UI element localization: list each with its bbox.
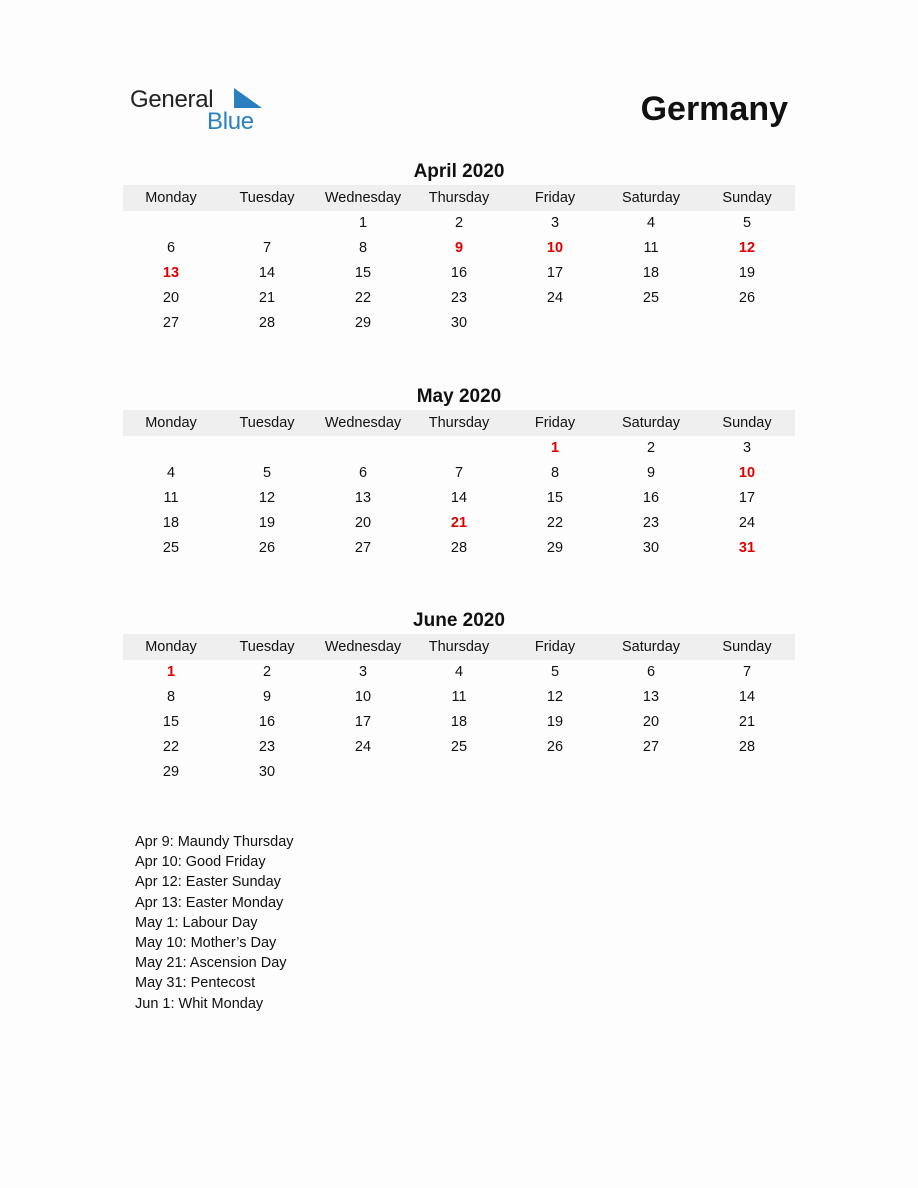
- day-cell: 23: [258, 739, 276, 755]
- day-cell: 19: [258, 515, 276, 531]
- weekday-label: Sunday: [722, 190, 772, 206]
- week-row: [123, 536, 795, 561]
- weekday-label: Wednesday: [324, 639, 402, 655]
- day-cell: 30: [642, 540, 660, 556]
- day-cell: 10: [354, 689, 372, 705]
- day-cell: [507, 311, 603, 336]
- day-cell: 3: [742, 440, 752, 456]
- day-cell: 22: [546, 515, 564, 531]
- day-cell: 22: [354, 290, 372, 306]
- day-cell: 4: [646, 215, 656, 231]
- day-cell: 3: [358, 664, 368, 680]
- day-cell: 27: [354, 540, 372, 556]
- week-row: [123, 211, 795, 236]
- day-cell: 25: [642, 290, 660, 306]
- holiday-item: Apr 10: Good Friday: [135, 854, 266, 871]
- holiday-item: Apr 13: Easter Monday: [135, 894, 284, 911]
- day-cell: 7: [262, 240, 272, 256]
- day-cell: 20: [354, 515, 372, 531]
- week-row: [123, 735, 795, 760]
- week-row: [123, 311, 795, 336]
- day-cell: [315, 760, 411, 785]
- day-cell: 5: [262, 465, 272, 481]
- month-title: April 2020: [413, 161, 505, 182]
- day-cell: 15: [354, 265, 372, 281]
- day-cell: 9: [262, 689, 272, 705]
- day-cell: 28: [258, 315, 276, 331]
- holiday-item: May 1: Labour Day: [135, 914, 258, 931]
- weekday-label: Saturday: [621, 639, 681, 655]
- weekday-label: Sunday: [722, 415, 772, 431]
- day-cell: 13: [642, 689, 660, 705]
- month-calendar: [123, 158, 795, 336]
- weekday-header: [123, 410, 795, 436]
- day-cell: [699, 760, 795, 785]
- day-cell: 20: [642, 714, 660, 730]
- day-cell: 26: [546, 739, 564, 755]
- day-cell: 15: [162, 714, 180, 730]
- day-cell: [219, 436, 315, 461]
- weekday-label: Saturday: [621, 190, 681, 206]
- weekday-header: [123, 634, 795, 660]
- day-cell: 5: [742, 215, 752, 231]
- month-calendar: [123, 607, 795, 785]
- day-cell: 1: [166, 664, 176, 680]
- day-cell: 13: [162, 265, 180, 281]
- day-cell: 16: [642, 490, 660, 506]
- day-cell: 16: [258, 714, 276, 730]
- day-cell: 11: [451, 689, 467, 705]
- week-row: [123, 236, 795, 261]
- week-row: [123, 261, 795, 286]
- day-cell: 4: [454, 664, 464, 680]
- day-cell: 4: [166, 465, 176, 481]
- day-cell: 28: [738, 739, 756, 755]
- day-cell: 17: [546, 265, 564, 281]
- day-cell: 11: [163, 490, 179, 506]
- holiday-item: Apr 12: Easter Sunday: [135, 874, 281, 891]
- day-cell: [603, 760, 699, 785]
- day-cell: 2: [646, 440, 656, 456]
- day-cell: 25: [162, 540, 180, 556]
- day-cell: 27: [162, 315, 180, 331]
- day-cell: 17: [354, 714, 372, 730]
- day-cell: [603, 311, 699, 336]
- day-cell: [219, 211, 315, 236]
- day-cell: 29: [354, 315, 372, 331]
- weekday-label: Wednesday: [324, 190, 402, 206]
- day-cell: 5: [550, 664, 560, 680]
- day-cell: 24: [738, 515, 756, 531]
- day-cell: 14: [738, 689, 756, 705]
- week-row: [123, 710, 795, 735]
- day-cell: 19: [546, 714, 564, 730]
- day-cell: 2: [262, 664, 272, 680]
- weekday-label: Monday: [145, 190, 197, 206]
- weekday-label: Saturday: [621, 415, 681, 431]
- day-cell: 7: [742, 664, 752, 680]
- day-cell: 18: [162, 515, 180, 531]
- day-cell: 17: [738, 490, 756, 506]
- day-cell: 1: [358, 215, 368, 231]
- day-cell: 26: [258, 540, 276, 556]
- day-cell: 1: [550, 440, 560, 456]
- day-cell: 16: [450, 265, 468, 281]
- day-cell: 27: [642, 739, 660, 755]
- day-cell: 26: [738, 290, 756, 306]
- day-cell: 13: [354, 490, 372, 506]
- day-cell: 10: [546, 240, 564, 256]
- day-cell: 20: [162, 290, 180, 306]
- weekday-label: Wednesday: [324, 415, 402, 431]
- day-cell: 8: [550, 465, 560, 481]
- holiday-list: [135, 832, 294, 1014]
- day-cell: 21: [258, 290, 276, 306]
- day-cell: [699, 311, 795, 336]
- day-cell: 10: [738, 465, 756, 481]
- day-cell: 21: [738, 714, 756, 730]
- day-cell: 11: [643, 240, 659, 256]
- day-cell: 22: [162, 739, 180, 755]
- day-cell: 21: [450, 515, 468, 531]
- day-cell: [123, 211, 219, 236]
- day-cell: 24: [354, 739, 372, 755]
- day-cell: 12: [546, 689, 564, 705]
- week-row: [123, 511, 795, 536]
- week-row: [123, 660, 795, 685]
- generalblue-logo: [130, 86, 280, 138]
- day-cell: 6: [646, 664, 656, 680]
- country-title: Germany: [640, 90, 788, 128]
- day-cell: 30: [258, 764, 276, 780]
- weekday-label: Sunday: [722, 639, 772, 655]
- weekday-label: Tuesday: [239, 639, 295, 655]
- weekday-label: Thursday: [428, 415, 490, 431]
- weekday-label: Friday: [534, 639, 576, 655]
- day-cell: 19: [738, 265, 756, 281]
- day-cell: 28: [450, 540, 468, 556]
- week-row: [123, 685, 795, 710]
- month-title: June 2020: [413, 610, 505, 631]
- day-cell: 18: [642, 265, 660, 281]
- day-cell: 12: [258, 490, 276, 506]
- month-calendar: [123, 383, 795, 561]
- weekday-label: Tuesday: [239, 415, 295, 431]
- day-cell: 8: [358, 240, 368, 256]
- weekday-label: Tuesday: [239, 190, 295, 206]
- day-cell: 29: [546, 540, 564, 556]
- holiday-item: Apr 9: Maundy Thursday: [135, 834, 294, 850]
- day-cell: [123, 436, 219, 461]
- day-cell: 25: [450, 739, 468, 755]
- weekday-label: Monday: [145, 639, 197, 655]
- weekday-label: Thursday: [428, 190, 490, 206]
- logo-text-blue: Blue: [207, 108, 254, 135]
- day-cell: 9: [646, 465, 656, 481]
- weekday-label: Friday: [534, 415, 576, 431]
- weekday-label: Thursday: [428, 639, 490, 655]
- day-cell: 30: [450, 315, 468, 331]
- day-cell: 9: [454, 240, 464, 256]
- day-cell: 18: [450, 714, 468, 730]
- day-cell: 15: [546, 490, 564, 506]
- day-cell: 24: [546, 290, 564, 306]
- holiday-item: Jun 1: Whit Monday: [135, 995, 264, 1012]
- day-cell: 7: [454, 465, 464, 481]
- weekday-label: Monday: [145, 415, 197, 431]
- week-row: [123, 461, 795, 486]
- month-title: May 2020: [416, 386, 502, 407]
- day-cell: 14: [258, 265, 276, 281]
- day-cell: 2: [454, 215, 464, 231]
- day-cell: 14: [450, 490, 468, 506]
- day-cell: [411, 760, 507, 785]
- day-cell: 8: [166, 689, 176, 705]
- holiday-item: May 10: Mother’s Day: [135, 935, 277, 952]
- holiday-item: May 31: Pentecost: [135, 975, 256, 992]
- day-cell: [315, 436, 411, 461]
- day-cell: 6: [358, 465, 368, 481]
- day-cell: 12: [738, 240, 756, 256]
- day-cell: [411, 436, 507, 461]
- day-cell: 23: [642, 515, 660, 531]
- day-cell: 29: [162, 764, 180, 780]
- week-row: [123, 436, 795, 461]
- day-cell: 3: [550, 215, 560, 231]
- day-cell: 23: [450, 290, 468, 306]
- logo-text-general: General: [130, 86, 214, 113]
- logo-triangle-icon: [234, 88, 264, 110]
- day-cell: 31: [738, 540, 756, 556]
- week-row: [123, 760, 795, 785]
- holiday-item: May 21: Ascension Day: [135, 955, 287, 972]
- weekday-label: Friday: [534, 190, 576, 206]
- day-cell: [507, 760, 603, 785]
- weekday-header: [123, 185, 795, 211]
- week-row: [123, 486, 795, 511]
- week-row: [123, 286, 795, 311]
- day-cell: 6: [166, 240, 176, 256]
